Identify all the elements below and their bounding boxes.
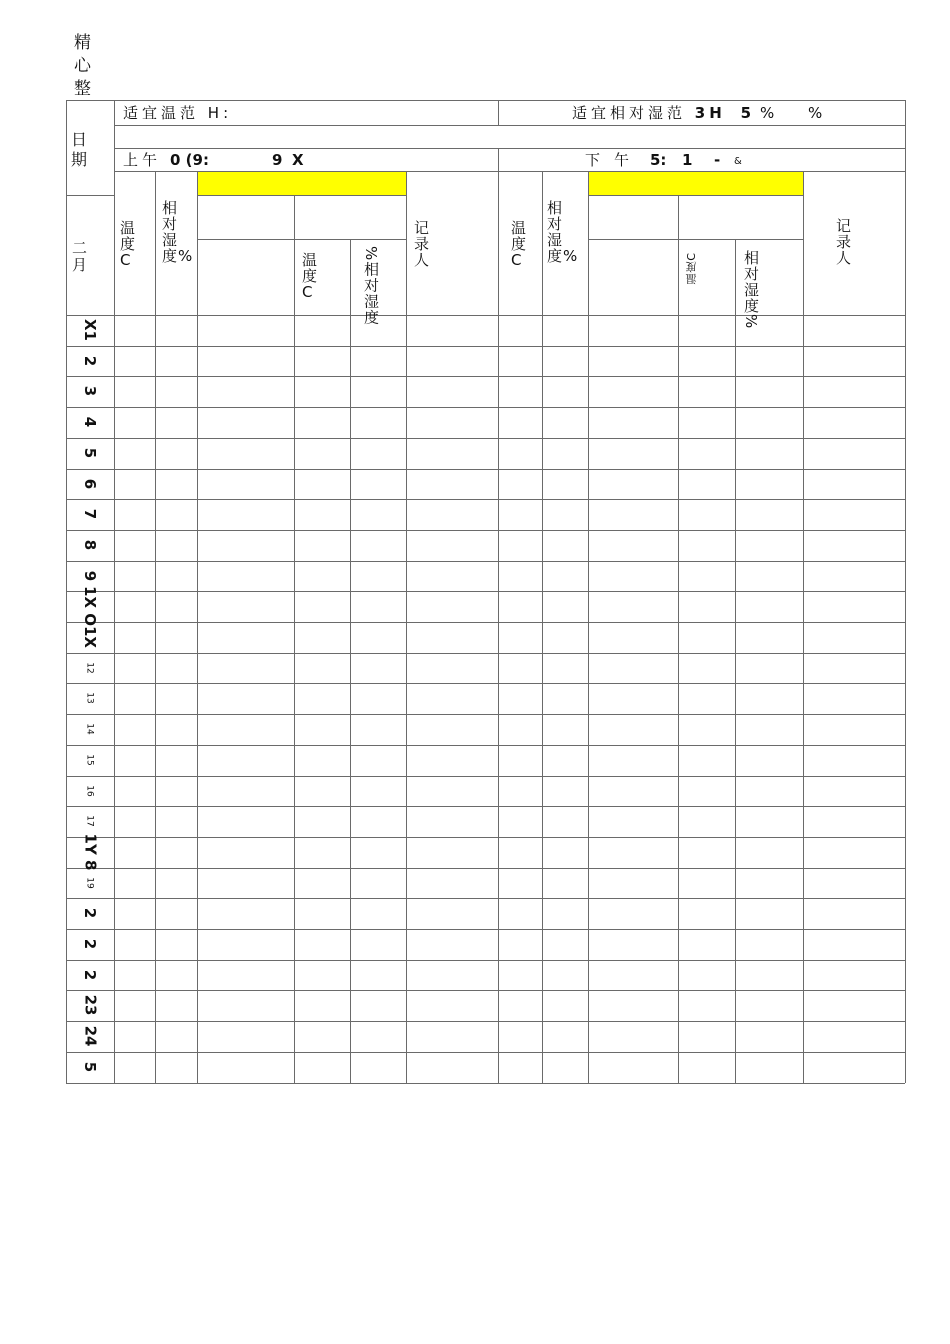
row-divider — [66, 499, 905, 500]
day-label — [66, 1021, 114, 1051]
day-label — [66, 714, 114, 744]
row-divider — [66, 714, 905, 715]
am-time-c: X — [292, 151, 304, 169]
row-divider — [66, 591, 905, 592]
day-label-text: 6 — [81, 478, 99, 490]
day-label-text: 2 — [81, 907, 99, 919]
day-label-text: 15 — [84, 754, 95, 766]
col-pm-recorder: 记录人 — [836, 217, 853, 267]
day-label-text: 2 — [81, 969, 99, 981]
day-label — [66, 776, 114, 806]
row-divider — [66, 1021, 905, 1022]
row-divider — [66, 376, 905, 377]
day-label — [66, 438, 114, 468]
row-divider — [66, 407, 905, 408]
row-divider — [66, 438, 905, 439]
date-label: 日期 — [71, 130, 89, 169]
row-divider — [66, 561, 905, 562]
day-label — [66, 960, 114, 990]
day-label — [66, 376, 114, 406]
temp-range-label: 适宜温范 H: — [123, 104, 233, 122]
day-label-text: 24 — [81, 1025, 99, 1047]
day-label — [66, 622, 114, 652]
row-divider — [66, 1083, 905, 1084]
row-divider — [66, 469, 905, 470]
day-label — [66, 806, 114, 836]
day-label-text: 8 — [81, 539, 99, 551]
col-pm-temp: 温度C — [685, 252, 698, 285]
am-time-b: 9 — [272, 151, 283, 169]
row-divider — [66, 929, 905, 930]
col-rh-pct: 相对湿度% — [162, 199, 194, 265]
day-label — [66, 499, 114, 529]
col-pm-temp-c: 温度C — [511, 219, 528, 269]
row-divider — [66, 1052, 905, 1053]
day-label-text: 12 — [84, 662, 95, 674]
day-label-text: 3 — [81, 385, 99, 397]
day-label-text: 19 — [84, 877, 95, 889]
day-label — [66, 653, 114, 683]
col-am-rh: %相对湿度 — [362, 246, 380, 326]
pm-highlight-cell[interactable] — [589, 172, 803, 195]
row-divider — [66, 683, 905, 684]
day-label-text: 1Y 8 — [81, 833, 99, 871]
day-label-text: 13 — [84, 692, 95, 704]
day-label — [66, 990, 114, 1020]
humidity-range-label: 适宜相对湿范 3H 5 — [572, 104, 756, 122]
row-divider — [66, 622, 905, 623]
day-label — [66, 868, 114, 898]
day-label-text: 14 — [84, 723, 95, 735]
pct-mark-1: % — [760, 104, 775, 122]
row-divider — [66, 806, 905, 807]
row-divider — [66, 745, 905, 746]
day-label — [66, 407, 114, 437]
pm-time-b: 1 — [682, 151, 693, 169]
corner-text: 精心整 — [74, 33, 91, 99]
pm-time-c: - — [714, 151, 721, 169]
day-label-text: 4 — [81, 416, 99, 428]
pm-time-a: 5: — [650, 151, 667, 169]
row-divider — [66, 776, 905, 777]
day-label-text: 2 — [81, 938, 99, 950]
day-label-text: 1X O — [80, 586, 99, 626]
day-label — [66, 1052, 114, 1082]
day-label — [66, 898, 114, 928]
col-am-recorder: 记录人 — [414, 219, 431, 269]
day-label — [66, 530, 114, 560]
col-pm-rh: 相对湿度% — [742, 250, 760, 330]
day-label — [66, 745, 114, 775]
day-label-text: 5 — [81, 447, 99, 459]
row-divider — [66, 315, 905, 316]
am-label: 上午 — [123, 151, 162, 169]
row-divider — [66, 868, 905, 869]
day-label-text: X1 — [80, 318, 99, 342]
row-divider — [66, 653, 905, 654]
col-pm-rh-pct: 相对湿度% — [547, 199, 579, 265]
col-am-temp: 温度C — [302, 251, 319, 301]
row-divider — [66, 898, 905, 899]
day-label — [66, 315, 114, 345]
day-label-text: 23 — [81, 994, 99, 1016]
day-label — [66, 929, 114, 959]
day-label-text: 16 — [84, 785, 95, 797]
row-divider — [66, 346, 905, 347]
am-highlight-cell[interactable] — [197, 172, 406, 195]
day-label — [66, 683, 114, 713]
pm-label: 下午 — [585, 151, 644, 169]
day-label-text: 17 — [84, 815, 95, 827]
day-label — [66, 586, 114, 626]
day-label-text: 1X — [80, 625, 99, 649]
am-time-a: 0 (9: — [170, 151, 209, 169]
day-label-text: 5 — [81, 1061, 99, 1073]
col-temp-c: 温度C — [120, 219, 137, 269]
day-label-text: 2 — [81, 355, 99, 367]
day-label — [66, 833, 114, 871]
row-divider — [66, 837, 905, 838]
day-label — [66, 469, 114, 499]
day-label-text: 7 — [81, 508, 99, 520]
row-divider — [66, 530, 905, 531]
pct-mark-2: % — [808, 104, 823, 122]
month-label: 二月 — [72, 239, 89, 274]
row-divider — [66, 990, 905, 991]
day-label-text: 9 — [81, 570, 99, 582]
row-divider — [66, 960, 905, 961]
pm-time-d: & — [734, 156, 742, 167]
day-label — [66, 346, 114, 376]
